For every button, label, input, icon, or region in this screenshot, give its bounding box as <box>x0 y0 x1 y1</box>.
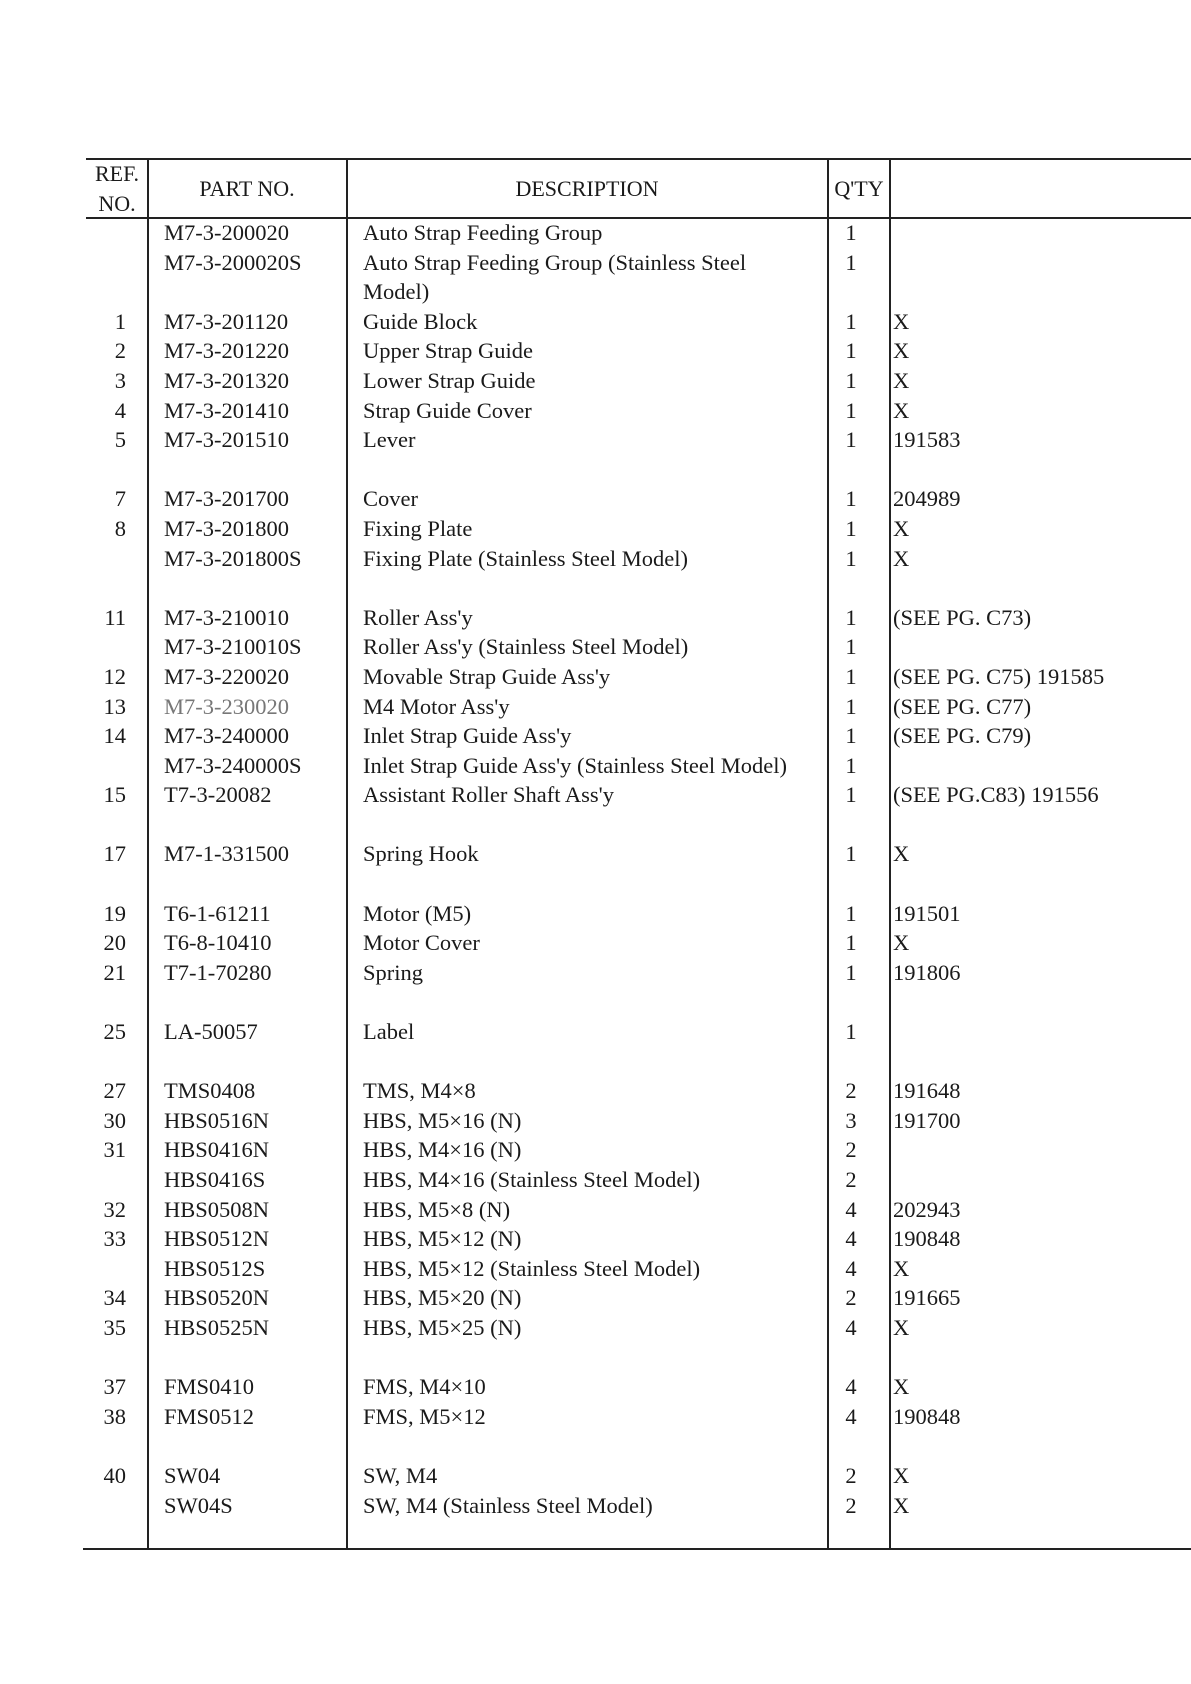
description-cell: HBS, M5×25 (N) <box>363 1314 522 1340</box>
qty-cell: 1 <box>845 752 857 778</box>
qty-cell: 2 <box>845 1492 857 1518</box>
part-no-cell: M7-3-240000S <box>164 752 302 778</box>
header-ref-line1: REF. <box>94 161 140 186</box>
part-no-cell: M7-3-200020 <box>164 220 289 245</box>
part-no-cell: T6-1-61211 <box>164 900 271 926</box>
description-cell: Upper Strap Guide <box>363 338 533 364</box>
description-cell: HBS, M5×12 (Stainless Steel Model) <box>363 1255 701 1281</box>
part-no-cell: M7-1-331500 <box>164 841 289 867</box>
description-cell: Fixing Plate (Stainless Steel Model) <box>363 545 688 571</box>
note-cell: 191700 <box>893 1107 961 1133</box>
spacer-row <box>0 810 1191 840</box>
table-row <box>0 1402 1191 1432</box>
description-cell: Motor (M5) <box>363 900 472 926</box>
parts-table-body <box>0 218 1191 1520</box>
note-cell: (SEE PG. C79) <box>893 723 1032 749</box>
part-no-cell: M7-3-201800 <box>164 515 289 541</box>
description-cell: Motor Cover <box>363 930 480 956</box>
qty-cell: 1 <box>845 693 857 719</box>
qty-cell: 1 <box>845 604 857 630</box>
table-row <box>0 1017 1191 1047</box>
ref-cell: 11 <box>104 604 126 630</box>
ref-cell: 20 <box>103 930 126 956</box>
description-cell: SW, M4 (Stainless Steel Model) <box>363 1492 653 1518</box>
ref-cell: 33 <box>103 1226 126 1252</box>
table-row <box>0 544 1191 574</box>
qty-cell: 1 <box>845 220 857 245</box>
part-no-cell: M7-3-220020 <box>164 663 289 689</box>
qty-cell: 3 <box>845 1107 857 1133</box>
qty-cell: 1 <box>845 367 857 393</box>
ref-cell: 8 <box>114 515 126 541</box>
part-no-cell: M7-3-210010 <box>164 604 289 630</box>
qty-cell: 1 <box>845 1019 857 1045</box>
part-no-cell: LA-50057 <box>164 1019 258 1045</box>
table-row <box>0 780 1191 810</box>
qty-cell: 1 <box>845 930 857 956</box>
ref-cell: 14 <box>103 723 126 749</box>
header-qty: Q'TY <box>834 176 884 201</box>
table-row <box>0 1313 1191 1343</box>
table-row <box>0 396 1191 426</box>
table-row <box>0 662 1191 692</box>
note-cell: 191583 <box>893 427 961 453</box>
qty-cell: 4 <box>845 1196 857 1222</box>
note-cell: X <box>893 338 910 364</box>
description-cell: Fixing Plate <box>363 515 473 541</box>
qty-cell: 1 <box>845 249 857 275</box>
note-cell: 191665 <box>893 1285 961 1311</box>
ref-cell: 34 <box>103 1285 126 1311</box>
part-no-cell: HBS0416N <box>164 1137 270 1163</box>
spacer-row <box>0 1343 1191 1373</box>
description-cell: HBS, M5×16 (N) <box>363 1107 522 1133</box>
qty-cell: 4 <box>845 1255 857 1281</box>
note-cell: 191501 <box>893 900 961 926</box>
qty-cell: 1 <box>845 782 857 808</box>
table-row <box>0 1224 1191 1254</box>
qty-cell: 1 <box>845 338 857 364</box>
part-no-cell: T7-3-20082 <box>164 782 272 808</box>
part-no-cell: M7-3-201220 <box>164 338 289 364</box>
part-no-cell: M7-3-210010S <box>164 634 302 660</box>
description-cell: Inlet Strap Guide Ass'y <box>363 723 572 749</box>
qty-cell: 1 <box>845 841 857 867</box>
qty-cell: 1 <box>845 545 857 571</box>
description-cell: Cover <box>363 486 418 512</box>
ref-cell: 30 <box>103 1107 126 1133</box>
ref-cell: 32 <box>103 1196 126 1222</box>
table-row <box>0 1076 1191 1106</box>
part-no-cell: T6-8-10410 <box>164 930 272 956</box>
note-cell: X <box>893 1314 910 1340</box>
note-cell: X <box>893 1374 910 1400</box>
ref-cell: 19 <box>103 900 126 926</box>
ref-cell: 27 <box>103 1078 126 1104</box>
description-cell: HBS, M5×8 (N) <box>363 1196 511 1222</box>
description-cell: FMS, M4×10 <box>363 1374 486 1400</box>
part-no-cell: HBS0516N <box>164 1107 270 1133</box>
table-row <box>0 1491 1191 1521</box>
header-ref-no <box>88 159 146 219</box>
qty-cell: 1 <box>845 515 857 541</box>
qty-cell: 1 <box>845 634 857 660</box>
header-description: DESCRIPTION <box>515 176 659 201</box>
qty-cell: 2 <box>845 1137 857 1163</box>
spacer-row <box>0 1431 1191 1461</box>
spacer-row <box>0 1047 1191 1077</box>
ref-cell: 13 <box>103 693 126 719</box>
table-row <box>0 603 1191 633</box>
note-cell: X <box>893 841 910 867</box>
qty-cell: 1 <box>845 723 857 749</box>
spacer-row <box>0 987 1191 1017</box>
part-no-cell: M7-3-201800S <box>164 545 302 571</box>
ref-cell: 25 <box>103 1019 126 1045</box>
part-no-cell: M7-3-201410 <box>164 397 289 423</box>
ref-cell: 7 <box>114 486 126 512</box>
part-no-cell: HBS0520N <box>164 1285 270 1311</box>
note-cell: (SEE PG. C77) <box>893 693 1032 719</box>
qty-cell: 1 <box>845 663 857 689</box>
part-no-cell: T7-1-70280 <box>164 959 272 985</box>
table-row <box>0 336 1191 366</box>
description-cell: Auto Strap Feeding Group (Stainless Steel Model) <box>363 249 747 305</box>
note-cell: X <box>893 515 910 541</box>
ref-cell: 3 <box>114 367 126 393</box>
ref-cell: 1 <box>114 308 126 334</box>
part-no-cell: M7-3-201320 <box>164 367 289 393</box>
note-cell: 191648 <box>893 1078 961 1104</box>
spacer-row <box>0 869 1191 899</box>
ref-cell: 12 <box>103 663 126 689</box>
qty-cell: 2 <box>845 1462 857 1488</box>
description-cell: FMS, M5×12 <box>363 1403 486 1429</box>
description-cell: M4 Motor Ass'y <box>363 693 510 719</box>
ref-cell: 5 <box>114 427 126 453</box>
description-cell: HBS, M5×12 (N) <box>363 1226 522 1252</box>
description-cell: Assistant Roller Shaft Ass'y <box>363 782 614 808</box>
ref-cell: 4 <box>114 397 126 423</box>
note-cell: (SEE PG. C75) 191585 <box>893 663 1105 689</box>
part-no-cell: SW04S <box>164 1492 233 1518</box>
part-no-cell: HBS0525N <box>164 1314 270 1340</box>
table-row <box>0 1165 1191 1195</box>
qty-cell: 2 <box>845 1167 857 1192</box>
part-no-cell: TMS0408 <box>164 1078 256 1104</box>
table-row <box>0 484 1191 514</box>
part-no-cell: M7-3-230020 <box>164 693 289 719</box>
note-cell: 191806 <box>893 959 961 985</box>
table-row <box>0 514 1191 544</box>
header-part-no: PART NO. <box>199 176 295 201</box>
note-cell: (SEE PG. C73) <box>893 604 1032 630</box>
table-row <box>0 1106 1191 1136</box>
table-row <box>0 899 1191 929</box>
ref-cell: 38 <box>103 1403 126 1429</box>
description-cell: Lower Strap Guide <box>363 367 536 393</box>
note-cell: 202943 <box>893 1196 961 1222</box>
description-cell: TMS, M4×8 <box>363 1078 476 1104</box>
note-cell: X <box>893 1492 910 1518</box>
spacer-row <box>0 455 1191 485</box>
description-cell: Inlet Strap Guide Ass'y (Stainless Steel Model) <box>363 752 788 778</box>
qty-cell: 2 <box>845 1078 857 1104</box>
table-row <box>0 839 1191 869</box>
spacer-row <box>0 573 1191 603</box>
table-row <box>0 1283 1191 1313</box>
table-top-rule <box>86 158 1191 160</box>
table-row <box>0 692 1191 722</box>
description-cell: Spring Hook <box>363 841 479 867</box>
part-no-cell: FMS0410 <box>164 1374 255 1400</box>
part-no-cell: HBS0416S <box>164 1167 266 1192</box>
ref-cell: 21 <box>103 959 126 985</box>
table-row <box>0 218 1191 248</box>
table-row <box>0 248 1191 307</box>
note-cell: X <box>893 308 910 334</box>
qty-cell: 1 <box>845 959 857 985</box>
table-row <box>0 751 1191 781</box>
ref-cell: 17 <box>103 841 126 867</box>
description-cell: HBS, M4×16 (N) <box>363 1137 522 1163</box>
qty-cell: 1 <box>845 308 857 334</box>
table-row <box>0 307 1191 337</box>
note-cell: X <box>893 397 910 423</box>
part-no-cell: M7-3-200020S <box>164 249 302 275</box>
ref-cell: 35 <box>103 1314 126 1340</box>
qty-cell: 4 <box>845 1374 857 1400</box>
qty-cell: 1 <box>845 900 857 926</box>
ref-cell: 40 <box>103 1462 126 1488</box>
description-cell: SW, M4 <box>363 1462 438 1488</box>
table-bottom-rule <box>83 1548 1191 1550</box>
qty-cell: 4 <box>845 1226 857 1252</box>
note-cell: X <box>893 545 910 571</box>
part-no-cell: M7-3-240000 <box>164 723 289 749</box>
description-cell: Auto Strap Feeding Group <box>363 220 603 245</box>
qty-cell: 4 <box>845 1314 857 1340</box>
description-cell: Label <box>363 1019 415 1045</box>
note-cell: X <box>893 930 910 956</box>
ref-cell: 37 <box>103 1374 126 1400</box>
qty-cell: 2 <box>845 1285 857 1311</box>
part-no-cell: M7-3-201700 <box>164 486 289 512</box>
table-row <box>0 366 1191 396</box>
note-cell: X <box>893 1255 910 1281</box>
note-cell: X <box>893 367 910 393</box>
table-row <box>0 632 1191 662</box>
description-cell: HBS, M5×20 (N) <box>363 1285 522 1311</box>
note-cell: 204989 <box>893 486 961 512</box>
table-row <box>0 425 1191 455</box>
table-row <box>0 721 1191 751</box>
ref-cell: 31 <box>103 1137 126 1163</box>
header-ref-line2: NO. <box>98 191 136 216</box>
ref-cell: 2 <box>114 338 126 364</box>
note-cell: (SEE PG.C83) 191556 <box>893 782 1099 808</box>
part-no-cell: HBS0512N <box>164 1226 270 1252</box>
qty-cell: 4 <box>845 1403 857 1429</box>
part-no-cell: SW04 <box>164 1462 221 1488</box>
qty-cell: 1 <box>845 486 857 512</box>
table-row <box>0 958 1191 988</box>
part-no-cell: M7-3-201510 <box>164 427 289 453</box>
table-row <box>0 928 1191 958</box>
table-row <box>0 1254 1191 1284</box>
description-cell: Guide Block <box>363 308 478 334</box>
description-cell: Roller Ass'y <box>363 604 473 630</box>
description-cell: Movable Strap Guide Ass'y <box>363 663 611 689</box>
description-cell: Spring <box>363 959 424 985</box>
note-cell: 190848 <box>893 1226 961 1252</box>
part-no-cell: FMS0512 <box>164 1403 255 1429</box>
part-no-cell: HBS0508N <box>164 1196 270 1222</box>
qty-cell: 1 <box>845 427 857 453</box>
description-cell: Strap Guide Cover <box>363 397 532 423</box>
table-row <box>0 1461 1191 1491</box>
part-no-cell: HBS0512S <box>164 1255 266 1281</box>
note-cell: 190848 <box>893 1403 961 1429</box>
description-cell: Lever <box>363 427 416 453</box>
description-cell: Roller Ass'y (Stainless Steel Model) <box>363 634 689 660</box>
table-row <box>0 1372 1191 1402</box>
table-row <box>0 1135 1191 1165</box>
description-cell: HBS, M4×16 (Stainless Steel Model) <box>363 1167 701 1192</box>
qty-cell: 1 <box>845 397 857 423</box>
note-cell: X <box>893 1462 910 1488</box>
table-row <box>0 1195 1191 1225</box>
part-no-cell: M7-3-201120 <box>164 308 289 334</box>
ref-cell: 15 <box>103 782 126 808</box>
